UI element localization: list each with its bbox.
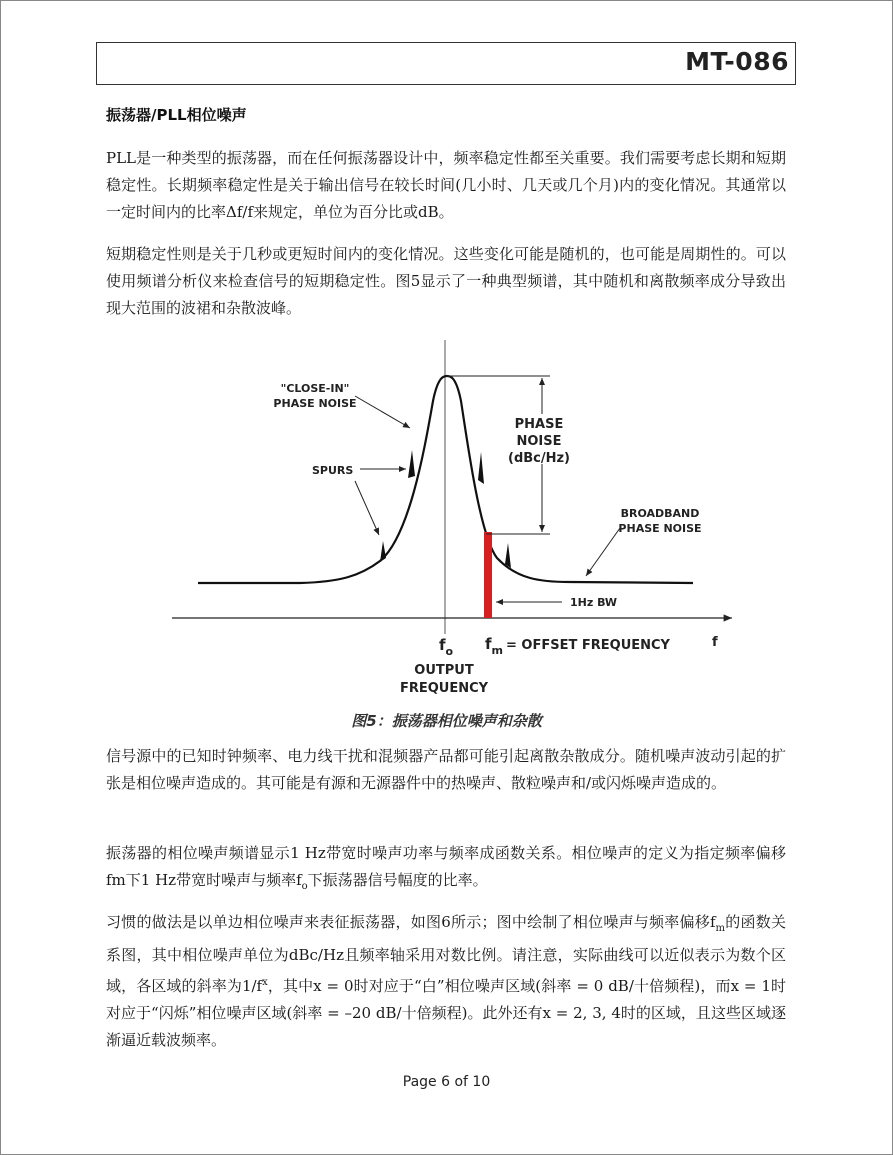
spur-right-low	[505, 543, 511, 568]
section-heading: 振荡器/PLL相位噪声	[106, 106, 247, 124]
bandwidth-bar	[484, 532, 492, 618]
paragraph-4: 振荡器的相位噪声频谱显示1 Hz带宽时噪声功率与频率成函数关系。相位噪声的定义为指定频率偏移fm下1 Hz带宽时噪声与频率$f_o$下振荡器信号幅度的比率。	[106, 844, 786, 892]
header-box	[96, 42, 796, 85]
spur-left-low	[380, 541, 386, 562]
close-in-label-2: PHASE NOISE	[273, 397, 357, 410]
document-id: MT-086	[685, 47, 789, 76]
phase-noise-label-1: PHASE	[514, 417, 564, 432]
broadband-arrow	[586, 528, 620, 576]
spur-right-high	[478, 452, 484, 484]
close-in-label-1: "CLOSE-IN"	[280, 382, 350, 395]
broadband-label-1: BROADBAND	[620, 507, 700, 520]
spur-left-high	[408, 450, 415, 478]
fm-label: $f_m$	[485, 635, 503, 657]
output-frequency-label-2: FREQUENCY	[399, 681, 489, 696]
f-axis-label: f	[712, 635, 718, 650]
bw-label: 1Hz BW	[570, 596, 618, 609]
f0-label: $f_o$	[439, 636, 454, 658]
phase-noise-label-2: NOISE	[516, 434, 562, 449]
paragraph-3: 信号源中的已知时钟频率、电力线干扰和混频器产品都可能引起离散杂散成分。随机噪声波动引起的扩张是相位噪声造成的。其可能是有源和无源器件中的热噪声、散粒噪声和/或闪烁噪声造成的。	[106, 747, 786, 792]
spurs-arrow-down	[355, 481, 379, 535]
offset-frequency-label: = OFFSET FREQUENCY	[506, 638, 670, 653]
output-frequency-label-1: OUTPUT	[414, 663, 474, 678]
figure-caption: 图5：振荡器相位噪声和杂散	[351, 712, 542, 730]
phase-noise-label-3: (dBc/Hz)	[508, 451, 570, 466]
broadband-label-2: PHASE NOISE	[618, 522, 702, 535]
phase-noise-figure	[150, 336, 750, 704]
paragraph-1: PLL是一种类型的振荡器，而在任何振荡器设计中，频率稳定性都至关重要。我们需要考虑长期和短期稳定性。长期频率稳定性是关于输出信号在较长时间(几小时、几天或几个月)内的变化情况。其通常以一定时间内的比率Δf/f来规定，单位为百分比或dB。	[106, 149, 786, 221]
paragraph-2: 短期稳定性则是关于几秒或更短时间内的变化情况。这些变化可能是随机的，也可能是周期性的。可以使用频谱分析仪来检查信号的短期稳定性。图5显示了一种典型频谱，其中随机和离散频率成分导致出现大范围的波裙和杂散波峰。	[106, 245, 786, 317]
paragraph-5: 习惯的做法是以单边相位噪声来表征振荡器，如图6所示；图中绘制了相位噪声与频率偏移$f_m$的函数关系图，其中相位噪声单位为dBc/Hz且频率轴采用对数比例。请注意，实际曲线可以近似表示为数个区域，各区域的斜率为$1/f^x$，其中x = 0时对应于“白”相位噪声区域(斜率 = 0 dB/十倍频程)，而x = 1时对应于“闪烁”相位噪声区域(斜率 = –20 dB/十倍频程)。此外还有x = 2, 3, 4时的区域，且这些区域逐渐逼近载波频率。	[106, 913, 786, 1049]
page-number: Page 6 of 10	[402, 1074, 491, 1090]
spurs-label: SPURS	[312, 464, 354, 477]
close-in-arrow	[355, 396, 410, 428]
